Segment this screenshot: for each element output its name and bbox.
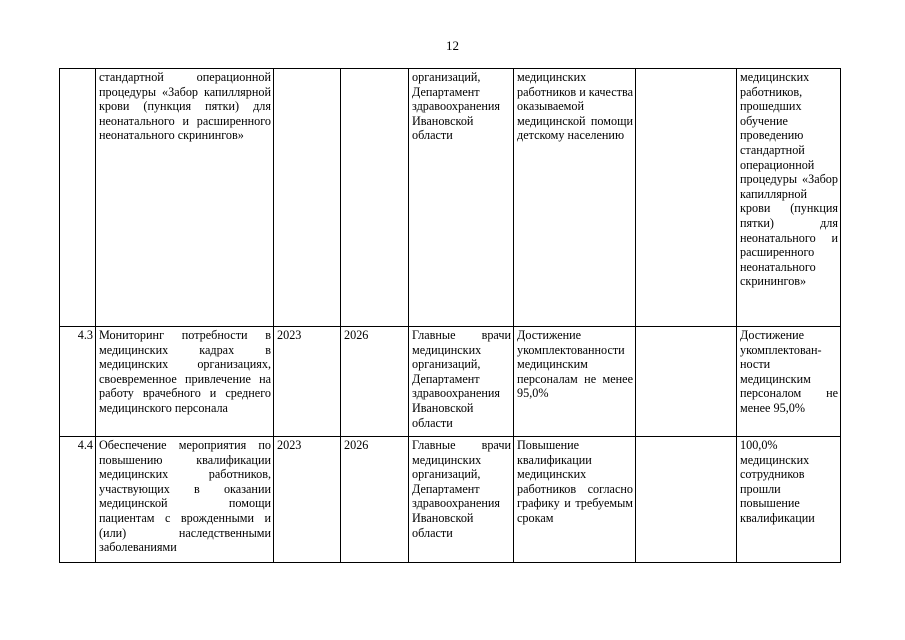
start-year-cell: 2023 bbox=[274, 327, 341, 437]
activity-cell: стандартной операционной процедуры «Забор капиллярной крови (пункция пятки) для неонатального и расширенного неонатального скринингов» bbox=[96, 69, 274, 327]
result-cell: Повышение квалификации медицинских работников согласно графику и требуемым срокам bbox=[514, 437, 636, 563]
responsible-cell: Главные врачи медицинских организаций, Департамент здравоохранения Ивановской области bbox=[409, 437, 514, 563]
end-year-cell bbox=[341, 69, 409, 327]
end-year-cell: 2026 bbox=[341, 327, 409, 437]
empty-cell bbox=[636, 69, 737, 327]
table-row bbox=[60, 69, 841, 327]
empty-cell bbox=[636, 327, 737, 437]
row-number bbox=[60, 69, 96, 327]
page-number: 12 bbox=[446, 38, 459, 53]
start-year-cell: 2023 bbox=[274, 437, 341, 563]
table-row bbox=[60, 327, 841, 437]
row-number: 4.3 bbox=[60, 327, 96, 437]
row-number: 4.4 bbox=[60, 437, 96, 563]
indicator-cell: Достижение укомплектован-ности медицинским персоналом не менее 95,0% bbox=[737, 327, 841, 437]
responsible-cell: организаций, Департамент здравоохранения Ивановской области bbox=[409, 69, 514, 327]
activity-cell: Мониторинг потребности в медицинских кадрах в медицинских организациях, своевременное привлечение на работу врачебного и среднего медицинского персонала bbox=[96, 327, 274, 437]
end-year-cell: 2026 bbox=[341, 437, 409, 563]
indicator-cell: 100,0% медицинских сотрудников прошли повышение квалификации bbox=[737, 437, 841, 563]
table-row bbox=[60, 437, 841, 563]
plan-table bbox=[59, 68, 841, 563]
empty-cell bbox=[636, 437, 737, 563]
start-year-cell bbox=[274, 69, 341, 327]
responsible-cell: Главные врачи медицинских организаций, Департамент здравоохранения Ивановской области bbox=[409, 327, 514, 437]
result-cell: Достижение укомплектованности медицинским персоналам не менее 95,0% bbox=[514, 327, 636, 437]
indicator-cell: медицинских работников, прошедших обучение проведению стандартной операционной процедуры «Забор капиллярной крови (пункция пятки) для неонатального и расширенного неонатального скринингов» bbox=[737, 69, 841, 327]
result-cell: медицинских работников и качества оказываемой медицинской помощи детскому населению bbox=[514, 69, 636, 327]
activity-cell: Обеспечение мероприятия по повышению квалификации медицинских работников, участвующих в оказании медицинской помощи пациентам с врожденными и (или) наследственными заболеваниями bbox=[96, 437, 274, 563]
